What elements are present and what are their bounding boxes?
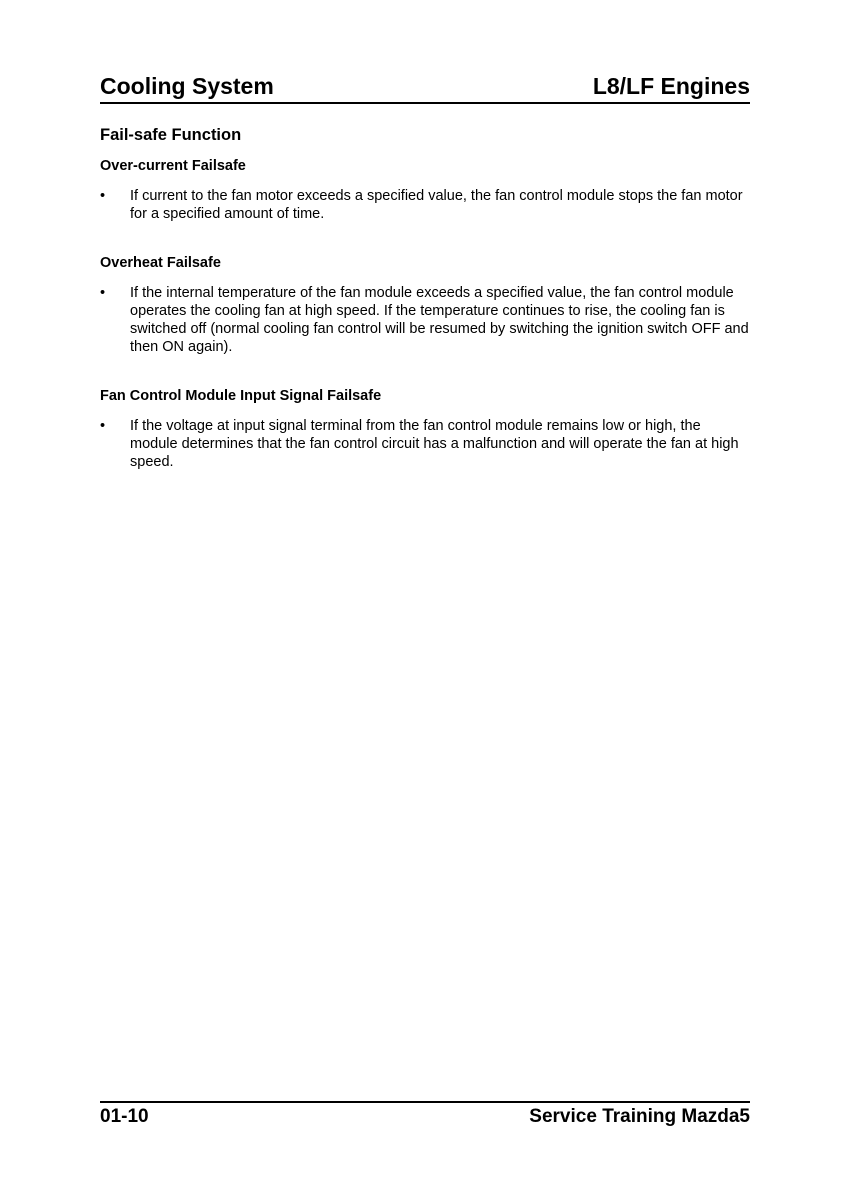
bullet-text: If the internal temperature of the fan module exceeds a specified value, the fan control module operates the cooling fan at high speed. If the temperature continues to rise, the cooling fan is switched off (normal cooling fan control will be resumed by switching the ignition switch OFF and then ON again). (130, 285, 749, 355)
subsection-title: Over-current Failsafe (100, 158, 246, 174)
bullet-icon: • (100, 418, 106, 434)
subsection-title: Fan Control Module Input Signal Failsafe (100, 388, 382, 404)
subsection-overheat (100, 254, 750, 356)
header-chapter-title: Cooling System (100, 73, 274, 99)
subsection-title: Overheat Failsafe (100, 255, 221, 271)
subsection-over-current (100, 157, 750, 223)
page-header (100, 72, 750, 104)
page-number: 01-10 (100, 1106, 149, 1127)
bullet-text: If current to the fan motor exceeds a specified value, the fan control module stops the fan motor for a specified amount of time. (130, 188, 743, 222)
bullet-item (100, 284, 750, 356)
bullet-icon: • (100, 188, 106, 204)
footer-publication-title: Service Training Mazda5 (529, 1106, 750, 1127)
page-footer (100, 1101, 750, 1131)
page-content (100, 124, 750, 471)
bullet-text: If the voltage at input signal terminal from the fan control module remains low or high, the module determines that the fan control circuit has a malfunction and will operate the fan at high speed. (130, 418, 739, 470)
bullet-item (100, 417, 750, 471)
bullet-item (100, 187, 750, 223)
bullet-icon: • (100, 285, 106, 301)
subsection-input-signal (100, 387, 750, 471)
section-title: Fail-safe Function (100, 126, 242, 144)
header-engine-title: L8/LF Engines (592, 73, 750, 99)
